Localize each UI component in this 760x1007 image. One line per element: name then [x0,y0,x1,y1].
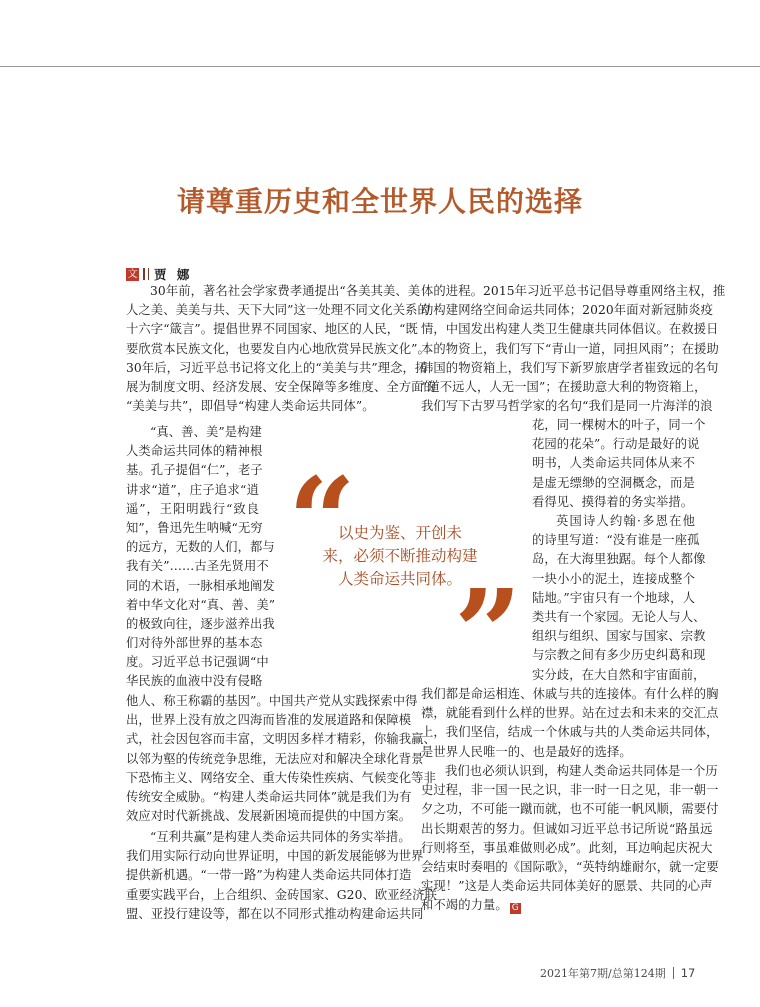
text-line: 史过程，非一国一民之识，非一时一日之见，非一朝一 [421,783,719,798]
byline-divider-thin [148,268,149,280]
text-line: “美美与共”，即倡导“构建人类命运共同体”。 [126,399,375,414]
text-line: 花，同一棵树木的叶子，同一个 [532,418,706,432]
text-line: 我们都是命运相连、休戚与共的连接体。有什么样的胸 [421,687,719,701]
text-line: 体的进程。2015年习近平总书记倡导尊重网络主权，推 [421,284,726,298]
text-line: 出，世界上没有放之四海而皆准的发展道路和保障模 [126,713,412,728]
text-line: 30年前，著名社会学家费孝通提出“各美其美、美 [150,284,421,298]
author-name: 贾 娜 [154,267,193,282]
text-line: 动构建网络空间命运共同体；2020年面对新冠肺炎疫 [421,303,714,318]
right-paragraph-3 [421,762,719,916]
text-line: 我们也必须认识到，构建人类命运共同体是一个历 [445,764,718,778]
text-line: 他人、称王称霸的基因”。中国共产党从实践探索中得 [126,694,418,708]
text-line: 情，中国发出构建人类卫生健康共同体倡议。在救援日 [421,322,719,337]
footer-divider [673,967,674,979]
left-paragraph-2-narrow [126,423,276,692]
text-line: 陆地。”宇宙只有一个地球，人 [532,590,695,605]
page-footer [540,965,695,981]
close-quote-mark: ” [454,563,522,702]
article-title: 请尊重历史和全世界人民的选择 [176,185,583,218]
byline [126,267,192,281]
text-line: 会结束时奏唱的《国际歌》，“英特纳雄耐尔，就一定要 [421,859,719,874]
text-line: 是虚无缥缈的空洞概念，而是 [532,475,695,490]
text-line: 度。习近平总书记强调“中 [126,655,269,670]
byline-divider [143,268,145,280]
text-line: 传统安全威胁。“构建人类命运共同体”就是我们为有 [126,789,412,804]
text-line: “真、善、美”是构建 [150,425,262,439]
text-line: 式，社会因包容而丰富，文明因多样才精彩，你输我赢、 [126,732,436,747]
left-paragraph-1 [126,282,436,416]
text-line: 我有关”……古圣先贤用不 [126,559,269,574]
text-line: 同的术语，一脉相承地阐发 [126,578,275,593]
open-quote-mark: “ [288,451,356,590]
text-line: 基。孔子提倡“仁”，老子 [126,463,263,478]
left-paragraph-3 [126,828,437,924]
text-line: 人类命运共同体的精神根 [126,444,263,459]
issue-info: 2021年第7期/总第124期 [540,967,666,980]
text-line: 提供新机遇。“一带一路”为构建人类命运共同体打造 [126,868,412,883]
text-line: 30年后，习近平总书记将文化上的“美美与共”理念，拓 [126,360,428,375]
text-line: 襟，就能看到什么样的世界。站在过去和未来的交汇点 [421,706,719,721]
text-line: 明书，人类命运共同体从来不 [532,456,695,471]
text-line: “道不远人，人无一国”；在援助意大利的物资箱上， [421,379,707,394]
header-rule [0,66,760,67]
text-line: 实现！”这是人类命运共同体美好的愿景、共同的心声 [421,879,713,894]
pull-quote-line: 人类命运共同体。 [337,570,462,588]
text-line: 的极致向往，逐步滋养出我 [126,616,275,631]
text-line: 遥”，王阳明践行“致良 [126,501,259,516]
text-line: 岛，在大海里独踞。每个人都像 [532,552,706,567]
text-line: 以邻为壑的传统竞争思维，无法应对和解决全球化背景 [126,751,424,766]
text-line: 韩国的物资箱上，我们写下新罗旅唐学者崔致远的名句 [421,360,719,375]
text-line: 本的物资上，我们写下“青山一道，同担风雨”；在援助 [421,341,719,356]
text-line: 我们写下古罗马哲学家的名句“我们是同一片海洋的浪 [421,399,713,414]
text-line: 出长期艰苦的努力。但诚如习近平总书记所说“路虽远 [421,821,713,836]
left-paragraph-2-wide [126,692,436,826]
text-line: 一块小小的泥土，连接成整个 [532,571,695,586]
pull-quote-line: 以史为鉴、开创未 [337,524,462,542]
end-of-article-icon: G [511,903,519,914]
text-line: 效应对时代新挑战、发展新困境而提供的中国方案。 [126,809,412,824]
text-line: 知”，鲁迅先生呐喊“无穷 [126,520,263,535]
text-line: 我们用实际行动向世界证明，中国的新发展能够为世界 [126,849,424,864]
text-line: 类共有一个家园。无论人与人、 [532,609,706,624]
text-line: 的诗里写道：“没有谁是一座孤 [532,533,700,548]
text-line: 花园的花朵”。行动是最好的说 [532,437,700,452]
text-line: 要欣赏本民族文化，也要发自内心地欣赏异民族文化”。 [126,341,430,356]
right-paragraph-1-wide [421,282,726,416]
text-line: 与宗教之间有多少历史纠葛和现 [532,648,706,663]
text-line: 们对待外部世界的基本态 [126,636,263,651]
text-line: 着中华文化对“真、善、美” [126,597,276,612]
text-line: 的远方，无数的人们，都与 [126,540,275,555]
text-line: 英国诗人约翰·多恩在他 [556,514,695,528]
text-line: 人之美、美美与共、天下大同”这一处理不同文化关系的 [126,303,430,318]
text-line: 展为制度文明、经济发展、安全保障等多维度、全方面的 [126,379,436,394]
text-line: “互利共赢”是构建人类命运共同体的务实举措。 [150,830,411,844]
text-line: 华民族的血液中没有侵略 [126,674,263,689]
pull-quote-line: 来，必须不断推动构建 [322,547,478,565]
right-paragraph-2-narrow [532,512,706,685]
byline-badge: 文 [127,268,138,280]
text-line: 讲求“道”，庄子追求“逍 [126,482,259,497]
text-line: 组织与组织、国家与国家、宗教 [532,629,706,644]
page-number: 17 [680,966,696,980]
text-line: 行则将至，事虽难做则必成”。此刻，耳边响起庆祝大 [421,840,713,855]
text-line: 下恐怖主义、网络安全、重大传染性疾病、气候变化等非 [126,770,436,785]
text-line: 和不竭的力量。 [421,898,508,913]
text-line: 盟、亚投行建设等，都在以不同形式推动构建命运共同 [126,906,424,921]
text-line: 是世界人民唯一的、也是最好的选择。 [421,744,632,759]
text-line: 实分歧，在大自然和宇宙面前， [532,667,706,682]
text-line: 上，我们坚信，结成一个休戚与共的人类命运共同体， [421,725,719,740]
text-line: 夕之功，不可能一蹴而就，也不可能一帆风顺，需要付 [421,802,719,817]
text-line: 重要实践平台，上合组织、金砖国家、G20、欧亚经济联 [126,887,437,902]
right-paragraph-1-narrow [532,416,706,512]
text-line: 看得见、摸得着的务实举措。 [532,494,694,509]
text-line: 十六字“箴言”。提倡世界不同国家、地区的人民，“既 [126,322,418,337]
